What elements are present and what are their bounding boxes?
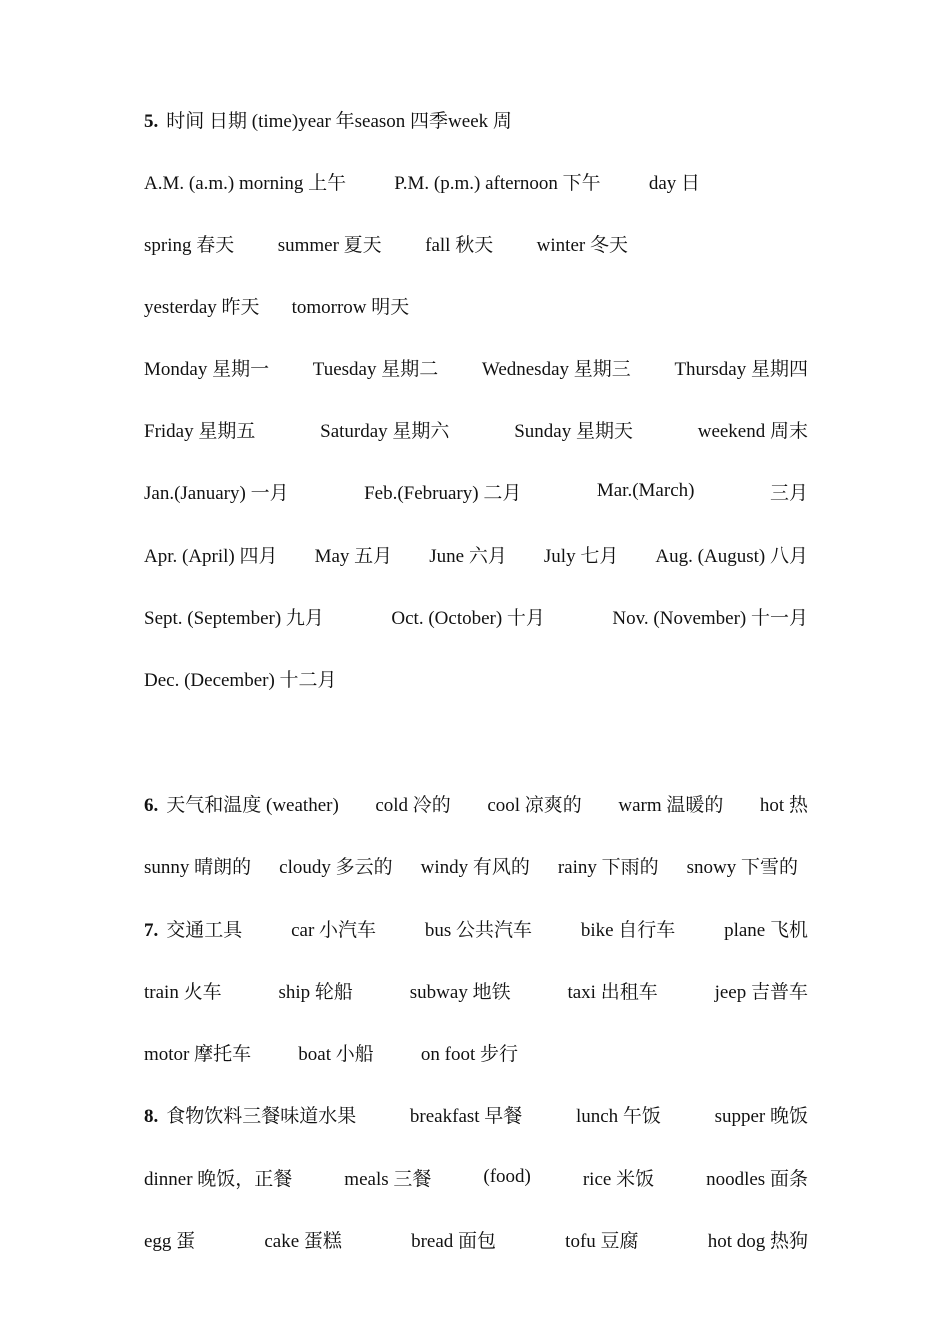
vocab-item: summer 夏天 bbox=[277, 234, 382, 256]
vocab-item: yesterday 昨天 bbox=[144, 296, 260, 318]
vocab-item: Feb.(February) 二月 bbox=[364, 482, 522, 504]
vocab-item: hot 热 bbox=[759, 794, 808, 816]
vocab-item: cake 蛋糕 bbox=[264, 1230, 342, 1252]
vocab-item: spring 春天 bbox=[144, 234, 235, 256]
vocab-item: train 火车 bbox=[144, 981, 222, 1003]
vocab-item: July 七月 bbox=[543, 545, 619, 567]
vocab-item: snowy 下雪的 bbox=[686, 856, 798, 878]
vocab-item: cool 凉爽的 bbox=[487, 794, 582, 816]
vocab-item: Aug. (August) 八月 bbox=[655, 545, 808, 567]
vocab-item: cloudy 多云的 bbox=[279, 856, 393, 878]
section-8-line-1 bbox=[144, 1097, 808, 1131]
section-7-line-2 bbox=[144, 973, 808, 1007]
vocab-item: Dec. (December) 十二月 bbox=[144, 669, 337, 691]
vocab-item: tomorrow 明天 bbox=[291, 296, 410, 318]
vocab-item: meals 三餐 bbox=[344, 1168, 432, 1190]
vocab-item: dinner 晚饭，正餐 bbox=[144, 1168, 293, 1190]
vocab-item: 三月 bbox=[769, 482, 808, 504]
vocab-item: June 六月 bbox=[429, 545, 507, 567]
vocab-item: boat 小船 bbox=[298, 1043, 374, 1065]
vocab-item: P.M. (p.m.) afternoon 下午 bbox=[394, 172, 601, 194]
section-number: 8. bbox=[144, 1105, 159, 1127]
vocab-item: taxi 出租车 bbox=[567, 981, 658, 1003]
vocab-item: (food) bbox=[483, 1166, 531, 1187]
section-5-line-7 bbox=[144, 474, 808, 508]
vocab-item: on foot 步行 bbox=[420, 1043, 518, 1065]
vocab-item: Apr. (April) 四月 bbox=[144, 545, 278, 567]
vocab-item: 6. 天气和温度 (weather) bbox=[144, 794, 339, 816]
vocab-item: A.M. (a.m.) morning 上午 bbox=[144, 172, 347, 194]
section-7-line-1 bbox=[144, 911, 808, 945]
vocab-item: weekend 周末 bbox=[697, 420, 808, 442]
vocab-item: rainy 下雨的 bbox=[557, 856, 659, 878]
vocab-item: breakfast 早餐 bbox=[409, 1105, 523, 1127]
vocab-item: week 周 bbox=[448, 110, 512, 132]
section-6-line-2 bbox=[144, 848, 798, 882]
section-number: 7. bbox=[144, 919, 159, 941]
vocab-item: fall 秋天 bbox=[425, 234, 494, 256]
vocab-item: Friday 星期五 bbox=[144, 420, 256, 442]
section-5-line-10 bbox=[144, 661, 808, 695]
vocab-item: Oct. (October) 十月 bbox=[391, 607, 545, 629]
vocab-item: sunny 晴朗的 bbox=[144, 856, 252, 878]
section-5-line-9 bbox=[144, 599, 808, 633]
vocab-item: car 小汽车 bbox=[291, 919, 377, 941]
section-7-line-3 bbox=[144, 1035, 518, 1069]
section-5-line-3 bbox=[144, 226, 628, 260]
vocab-item: year 年 bbox=[298, 110, 355, 132]
vocab-item: Saturday 星期六 bbox=[320, 420, 450, 442]
vocab-item: tofu 豆腐 bbox=[565, 1230, 639, 1252]
vocab-item: plane 飞机 bbox=[724, 919, 808, 941]
vocab-item: Mar.(March) bbox=[596, 480, 695, 501]
vocab-item: day 日 bbox=[648, 172, 700, 194]
vocab-item: bus 公共汽车 bbox=[424, 919, 532, 941]
vocab-item: 5. 时间 日期 (time) bbox=[144, 110, 299, 132]
vocab-item: Jan.(January) 一月 bbox=[144, 482, 289, 504]
vocab-item: winter 冬天 bbox=[536, 234, 628, 256]
vocab-item: Wednesday 星期三 bbox=[481, 358, 631, 380]
vocab-item: warm 温暖的 bbox=[618, 794, 724, 816]
vocab-item: 7. 交通工具 bbox=[144, 919, 243, 941]
section-number: 5. bbox=[144, 110, 159, 132]
vocab-item: Nov. (November) 十一月 bbox=[612, 607, 808, 629]
vocab-item: cold 冷的 bbox=[375, 794, 451, 816]
vocab-item: jeep 吉普车 bbox=[714, 981, 808, 1003]
vocab-item: Monday 星期一 bbox=[144, 358, 270, 380]
section-5-line-4 bbox=[144, 288, 808, 322]
vocab-item: noodles 面条 bbox=[706, 1168, 808, 1190]
vocab-item: supper 晚饭 bbox=[714, 1105, 808, 1127]
vocab-item: windy 有风的 bbox=[420, 856, 530, 878]
section-number: 6. bbox=[144, 794, 159, 816]
vocab-item: subway 地铁 bbox=[409, 981, 511, 1003]
vocab-item: season 四季 bbox=[354, 110, 449, 132]
vocab-item: lunch 午饭 bbox=[575, 1105, 661, 1127]
section-5-line-6 bbox=[144, 412, 808, 446]
vocab-item: Sept. (September) 九月 bbox=[144, 607, 324, 629]
vocab-item: hot dog 热狗 bbox=[707, 1230, 808, 1252]
section-5-line-2 bbox=[144, 164, 700, 198]
section-5-line-5 bbox=[144, 350, 808, 384]
vocab-item: bread 面包 bbox=[411, 1230, 497, 1252]
vocab-item: Sunday 星期天 bbox=[514, 420, 633, 442]
vocab-item: rice 米饭 bbox=[582, 1168, 655, 1190]
vocab-item: bike 自行车 bbox=[580, 919, 676, 941]
vocab-item: Thursday 星期四 bbox=[674, 358, 808, 380]
section-8-line-3 bbox=[144, 1222, 808, 1256]
vocab-item: Tuesday 星期二 bbox=[312, 358, 439, 380]
section-5-line-1 bbox=[144, 102, 808, 136]
vocab-item: motor 摩托车 bbox=[144, 1043, 252, 1065]
vocab-item: ship 轮船 bbox=[278, 981, 353, 1003]
section-6-line-1 bbox=[144, 786, 808, 820]
vocab-item: 8. 食物饮料三餐味道水果 bbox=[144, 1105, 357, 1127]
vocab-item: egg 蛋 bbox=[144, 1230, 196, 1252]
section-5-line-8 bbox=[144, 537, 808, 571]
section-8-line-2 bbox=[144, 1160, 808, 1194]
vocab-item: May 五月 bbox=[314, 545, 393, 567]
